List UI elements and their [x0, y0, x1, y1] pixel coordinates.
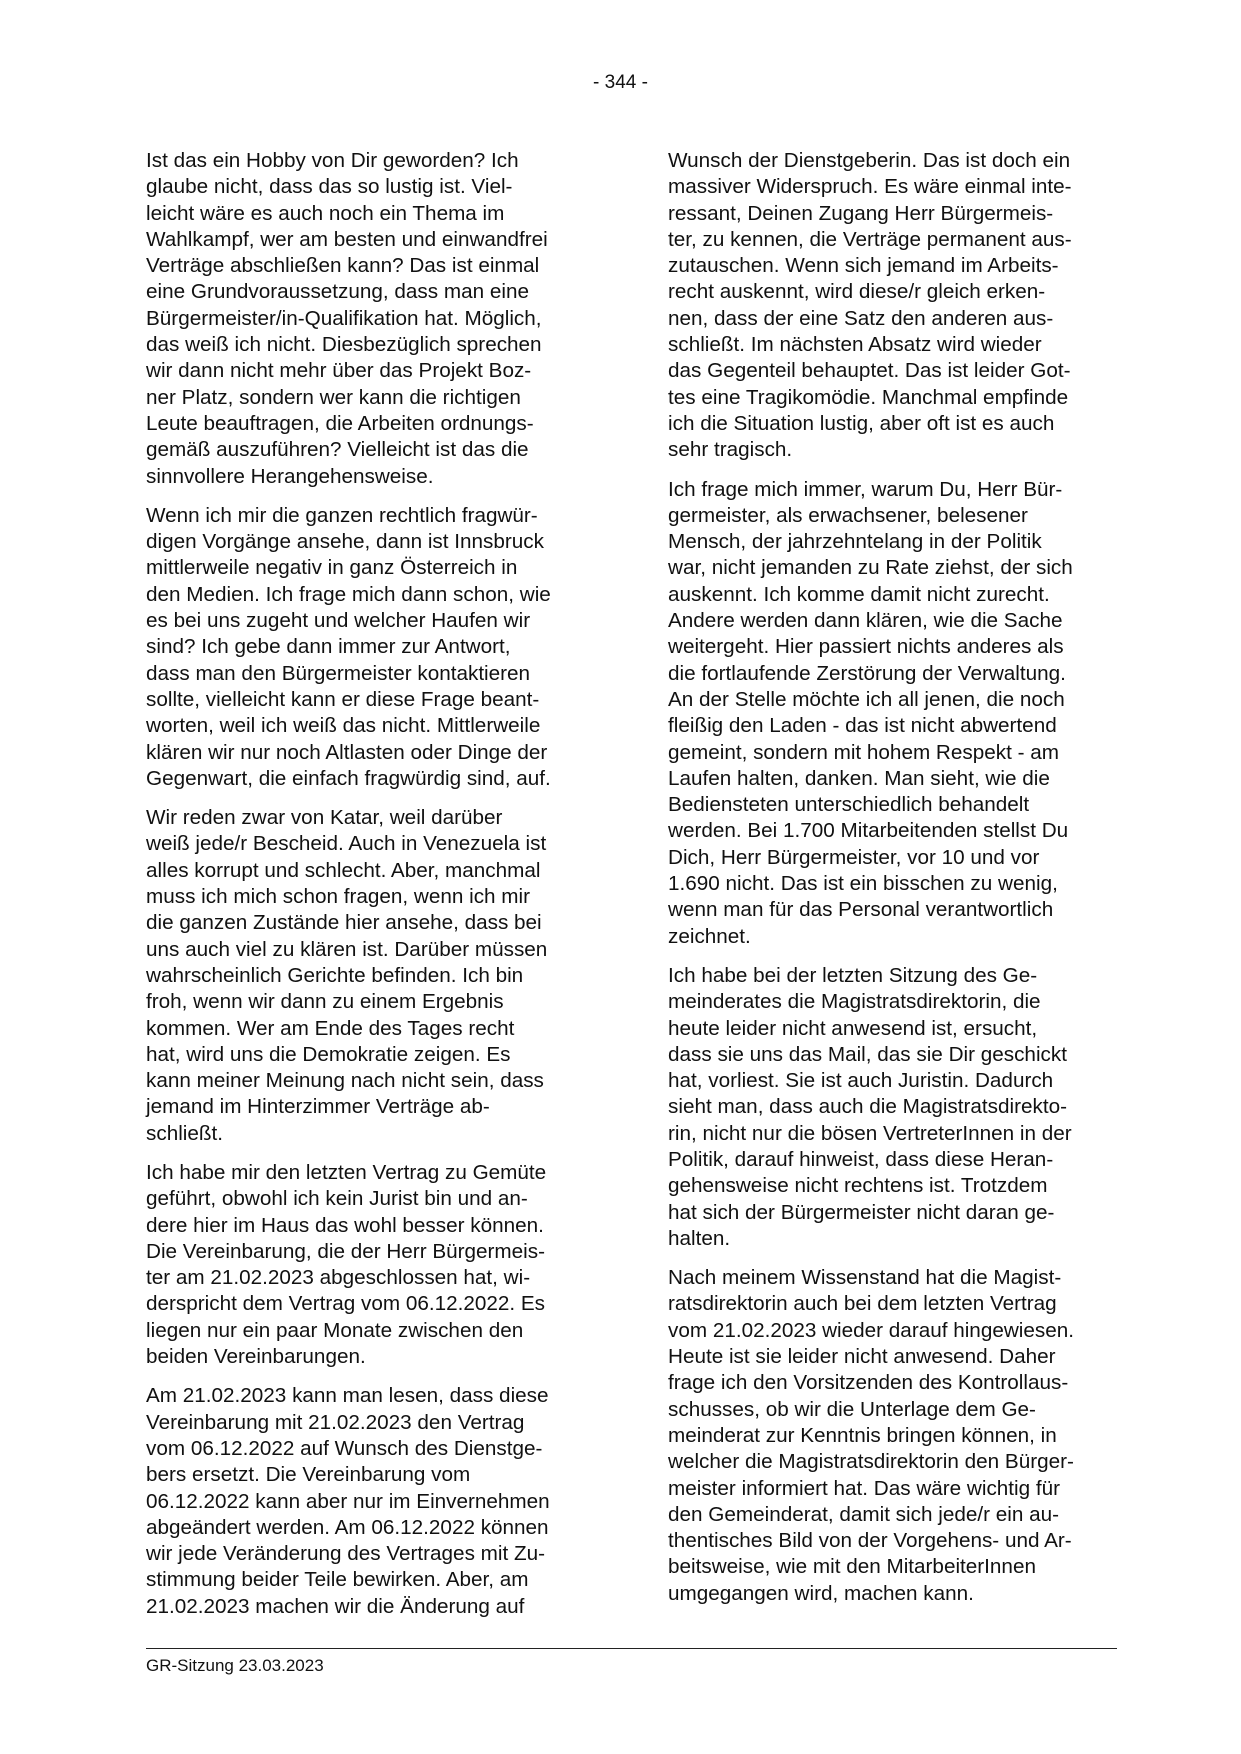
paragraph: Ist das ein Hobby von Dir geworden? Ich glaube nicht, dass das so lustig ist. Viel- leicht wäre es auch noch ein Thema im Wahlkampf, wer am besten und einwandfrei Verträge abschließen kann? Das ist einmal eine Grundvoraussetzung, dass man eine Bürgermeister/in-Qualifikation hat. Möglich, das weiß ich nicht. Diesbezüglich sprechen wir dann nicht mehr über das Projekt Boz- ner Platz, sondern wer kann die richtigen Leute beauftragen, die Arbeiten ordnungs- gemäß auszuführen? Vielleicht ist das die sinnvollere Herangehensweise.	[146, 149, 548, 488]
paragraph: Ich habe bei der letzten Sitzung des Ge- meinderates die Magistratsdirektorin, die heute leider nicht anwesend ist, ersucht, dass sie uns das Mail, das sie Dir geschickt hat, vorliest. Sie ist auch Juristin. Dadurch sieht man, dass auch die Magistratsdirekto- rin, nicht nur die bösen VertreterInnen in der Politik, darauf hinweist, dass diese Heran- gehensweise nicht rechtens ist. Trotzdem hat sich der Bürgermeister nicht daran ge- halten.	[668, 963, 1072, 1250]
paragraph: Nach meinem Wissenstand hat die Magist- ratsdirektorin auch bei dem letzten Vertrag vom 21.02.2023 wieder darauf hingewiesen. Heute ist sie leider nicht anwesend. Daher frage ich den Vorsitzenden des Kontrollaus- schusses, ob wir die Unterlage dem Ge- meinderat zur Kenntnis bringen können, in welcher die Magistratsdirektorin den Bürger- meister informiert hat. Das wäre wichtig für den Gemeinderat, damit sich jede/r ein au- thentisches Bild von der Vorgehens- und Ar- beitsweise, wie mit den MitarbeiterInnen umgegangen wird, machen kann.	[668, 1266, 1074, 1605]
paragraph: Am 21.02.2023 kann man lesen, dass diese Vereinbarung mit 21.02.2023 den Vertrag vom 06.12.2022 auf Wunsch des Dienstge- bers ersetzt. Die Vereinbarung vom 06.12.2022 kann aber nur im Einvernehmen abgeändert werden. Am 06.12.2022 können wir jede Veränderung des Vertrages mit Zu- stimmung beider Teile bewirken. Aber, am 21.02.2023 machen wir die Änderung auf	[146, 1384, 550, 1618]
footer-divider	[146, 1648, 1117, 1649]
paragraph: Wunsch der Dienstgeberin. Das ist doch ein massiver Widerspruch. Es wäre einmal inte- ressant, Deinen Zugang Herr Bürgermeis- ter, zu kennen, die Verträge permanent aus- zutauschen. Wenn sich jemand im Arbeits- recht auskennt, wird diese/r gleich erken- nen, dass der eine Satz den anderen aus- schließt. Im nächsten Absatz wird wieder das Gegenteil behauptet. Das ist leider Got- tes eine Tragikomödie. Manchmal empfinde ich die Situation lustig, aber oft ist es auch sehr tragisch.	[668, 149, 1072, 462]
paragraph: Wir reden zwar von Katar, weil darüber weiß jede/r Bescheid. Auch in Venezuela ist alles korrupt und schlecht. Aber, manchmal muss ich mich schon fragen, wenn ich mir die ganzen Zustände hier ansehe, dass bei uns auch viel zu klären ist. Darüber müssen wahrscheinlich Gerichte befinden. Ich bin froh, wenn wir dann zu einem Ergebnis kommen. Wer am Ende des Tages recht hat, wird uns die Demokratie zeigen. Es kann meiner Meinung nach nicht sein, dass jemand im Hinterzimmer Verträge ab- schließt.	[146, 806, 548, 1145]
paragraph: Wenn ich mir die ganzen rechtlich fragwür- digen Vorgänge ansehe, dann ist Innsbruck mittlerweile negativ in ganz Österreich in den Medien. Ich frage mich dann schon, wie es bei uns zugeht und welcher Haufen wir sind? Ich gebe dann immer zur Antwort, dass man den Bürgermeister kontaktieren sollte, vielleicht kann er diese Frage beant- worten, weil ich weiß das nicht. Mittlerweile klären wir nur noch Altlasten oder Dinge der Gegenwart, die einfach fragwürdig sind, auf.	[146, 503, 551, 790]
paragraph: Ich frage mich immer, warum Du, Herr Bür- germeister, als erwachsener, belesener Mensch, der jahrzehntelang in der Politik war, nicht jemanden zu Rate ziehst, der sich auskennt. Ich komme damit nicht zurecht. Andere werden dann klären, wie die Sache weitergeht. Hier passiert nichts anderes als die fortlaufende Zerstörung der Verwaltung. An der Stelle möchte ich all jenen, die noch fleißig den Laden - das ist nicht abwertend gemeint, sondern mit hohem Respekt - am Laufen halten, danken. Man sieht, wie die Bediensteten unterschiedlich behandelt werden. Bei 1.700 Mitarbeitenden stellst Du Dich, Herr Bürgermeister, vor 10 und vor 1.690 nicht. Das ist ein bisschen zu wenig, wenn man für das Personal verantwortlich zeichnet.	[668, 477, 1073, 948]
paragraph: Ich habe mir den letzten Vertrag zu Gemüte geführt, obwohl ich kein Jurist bin und an- dere hier im Haus das wohl besser können. Die Vereinbarung, die der Herr Bürgermeis- ter am 21.02.2023 abgeschlossen hat, wi- derspricht dem Vertrag vom 06.12.2022. Es liegen nur ein paar Monate zwischen den beiden Vereinbarungen.	[146, 1160, 547, 1369]
left-column	[146, 148, 602, 1633]
footer-session-label: GR-Sitzung 23.03.2023	[146, 1656, 324, 1675]
page-number: - 344 -	[593, 72, 648, 93]
right-column	[668, 148, 1124, 1620]
